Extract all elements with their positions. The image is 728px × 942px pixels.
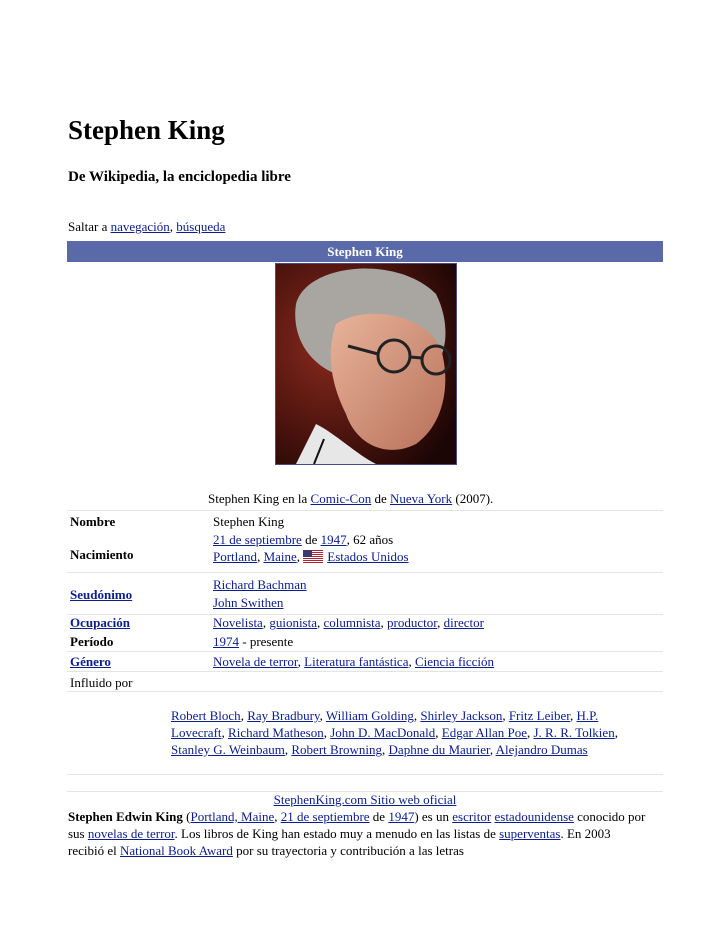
- escritor-link[interactable]: escritor: [452, 809, 492, 824]
- nacimiento-label: Nacimiento: [70, 547, 134, 562]
- page-subtitle: De Wikipedia, la enciclopedia libre: [68, 169, 291, 185]
- influence-link[interactable]: Daphne du Maurier: [388, 742, 490, 757]
- influence-link[interactable]: Ray Bradbury: [247, 708, 320, 723]
- usa-link[interactable]: Estados Unidos: [327, 549, 409, 564]
- row-divider: [67, 572, 663, 573]
- birthplace-link[interactable]: Portland, Maine: [190, 809, 275, 824]
- row-divider: [67, 774, 663, 775]
- text-fragment: de: [369, 809, 389, 824]
- us-flag-icon: [303, 550, 323, 563]
- genero-link[interactable]: Literatura fantástica: [304, 654, 409, 669]
- influence-link[interactable]: Richard Matheson: [228, 725, 324, 740]
- genero-values: Novela de terror, Literatura fantástica, Ciencia ficción: [213, 654, 495, 669]
- influence-link[interactable]: William Golding: [325, 708, 414, 723]
- influence-link[interactable]: J. R. R. Tolkien: [533, 725, 615, 740]
- jump-prefix: Saltar a: [68, 219, 111, 234]
- influence-link[interactable]: Shirley Jackson: [420, 708, 503, 723]
- nombre-label: Nombre: [70, 514, 116, 529]
- superventas-link[interactable]: superventas: [499, 826, 561, 841]
- portland-link[interactable]: Portland: [213, 549, 258, 564]
- new-york-link[interactable]: Nueva York: [390, 491, 453, 506]
- nacimiento-place: Portland, Maine, Estados Unidos: [213, 549, 409, 564]
- text-fragment: ,: [274, 809, 281, 824]
- influences-list: Robert Bloch, Ray Bradbury, William Golding, Shirley Jackson, Fritz Leiber, H.P. Lovecraft, Richard Matheson, John D. MacDonald, Edgar Allan Poe, J. R. R. Tolkien, Stanley G. Weinbaum, Robert Browning, Daphne du Maurier, Alejandro Dumas: [171, 708, 618, 757]
- periodo-start-link[interactable]: 1974: [213, 634, 239, 649]
- genero-link[interactable]: Novela de terror: [213, 654, 298, 669]
- photo-caption: [208, 491, 493, 507]
- birthdate-link[interactable]: 21 de septiembre: [280, 809, 370, 824]
- novelas-terror-link[interactable]: novelas de terror: [87, 826, 175, 841]
- genero-label-link[interactable]: Género: [70, 654, 111, 669]
- periodo-rest: - presente: [239, 634, 294, 649]
- infobox: [67, 241, 663, 807]
- periodo-label: Período: [70, 634, 114, 649]
- row-seudonimo: [67, 577, 663, 615]
- birth-date-link[interactable]: 21 de septiembre: [213, 532, 302, 547]
- influence-link[interactable]: Stanley G. Weinbaum: [171, 742, 285, 757]
- navigation-link[interactable]: navegación: [110, 219, 170, 234]
- nacimiento-date: [213, 532, 393, 548]
- article-intro: [68, 808, 648, 859]
- page-title: Stephen King: [68, 115, 225, 145]
- influence-link[interactable]: Robert Browning: [291, 742, 383, 757]
- caption-mid: de: [371, 491, 390, 506]
- influence-link[interactable]: Robert Bloch: [171, 708, 241, 723]
- official-site-link[interactable]: StephenKing.com Sitio web oficial: [273, 792, 457, 807]
- ocupacion-link[interactable]: director: [443, 615, 484, 630]
- ocupacion-link[interactable]: guionista: [269, 615, 317, 630]
- comic-con-link[interactable]: Comic-Con: [310, 491, 372, 506]
- birth-year-link[interactable]: 1947: [320, 532, 347, 547]
- influido-label: Influido por: [70, 675, 133, 690]
- caption-prefix: Stephen King en la: [208, 491, 311, 506]
- ocupacion-link[interactable]: columnista: [323, 615, 381, 630]
- nacimiento-de: de: [301, 532, 321, 547]
- seudonimo-label-link[interactable]: Seudónimo: [70, 587, 133, 602]
- ocupacion-label-link[interactable]: Ocupación: [70, 615, 130, 630]
- row-divider: [67, 691, 663, 692]
- row-divider: [67, 510, 663, 511]
- text-fragment: (: [182, 809, 191, 824]
- nacimiento-age: , 62 años: [346, 532, 394, 547]
- genero-link[interactable]: Ciencia ficción: [414, 654, 495, 669]
- influence-link[interactable]: Fritz Leiber: [508, 708, 571, 723]
- influence-link[interactable]: H.P. Lovecraft: [171, 708, 599, 740]
- text-fragment: . En 2003 recibió el: [68, 826, 611, 858]
- official-site-row: [67, 792, 663, 808]
- influence-link[interactable]: John D. MacDonald: [330, 725, 436, 740]
- bachman-link[interactable]: Richard Bachman: [213, 577, 307, 592]
- portrait-photo[interactable]: [275, 263, 457, 465]
- infobox-header: Stephen King: [67, 241, 663, 262]
- caption-suffix: (2007).: [452, 491, 494, 506]
- article-subject: Stephen Edwin King: [68, 809, 183, 824]
- birthyear-link[interactable]: 1947: [388, 809, 415, 824]
- national-book-award-link[interactable]: National Book Award: [119, 843, 233, 858]
- ocupacion-values: Novelista, guionista, columnista, productor, director: [213, 615, 484, 630]
- ocupacion-link[interactable]: productor: [387, 615, 438, 630]
- text-fragment: por su trayectoria y contribución a las letras: [232, 843, 464, 858]
- jump-separator: ,: [169, 219, 177, 234]
- periodo-value: [213, 634, 293, 650]
- swithen-link[interactable]: John Swithen: [213, 595, 284, 610]
- search-link[interactable]: búsqueda: [176, 219, 226, 234]
- text-fragment: . Los libros de King han estado muy a menudo en las listas de: [174, 826, 500, 841]
- row-nacimiento: [67, 532, 663, 570]
- influence-link[interactable]: Alejandro Dumas: [495, 742, 588, 757]
- row-divider: [67, 651, 663, 652]
- ocupacion-link[interactable]: Novelista: [213, 615, 263, 630]
- jump-links: [68, 219, 225, 235]
- influence-link[interactable]: Edgar Allan Poe: [441, 725, 527, 740]
- maine-link[interactable]: Maine: [263, 549, 297, 564]
- row-divider: [67, 671, 663, 672]
- estadounidense-link[interactable]: estadounidense: [494, 809, 574, 824]
- text-fragment: conocido por sus: [68, 809, 646, 841]
- nombre-value: Stephen King: [213, 514, 285, 529]
- text-fragment: ) es un: [414, 809, 453, 824]
- portrait-image: [276, 264, 456, 464]
